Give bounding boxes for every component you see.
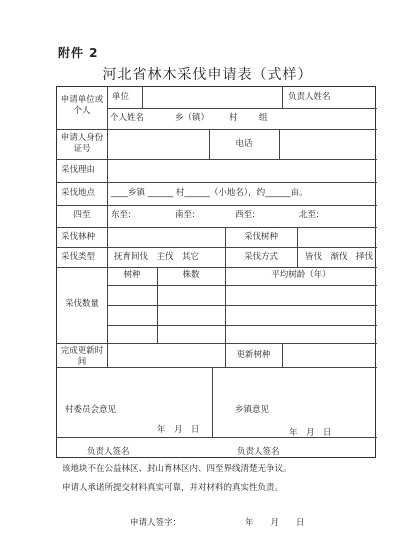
east-boundary[interactable]: 东至: xyxy=(111,210,131,220)
id-number-field[interactable] xyxy=(109,133,207,155)
renewal-time-field[interactable] xyxy=(109,346,223,365)
quantity-label: 采伐数量 xyxy=(64,299,99,309)
township-signature-label: 负责人签名 xyxy=(237,447,280,457)
declaration-note-1: 该地块不在公益林区、封山育林区内、四至界线清楚无争议。 xyxy=(62,464,292,474)
person-in-charge-label: 负责人姓名 xyxy=(288,92,331,102)
phone-label: 电话 xyxy=(235,139,253,149)
declaration-note-2: 申请人承诺所提交材料真实可靠，并对材料的真实性负责。 xyxy=(62,483,284,493)
village-date: 年 月 日 xyxy=(157,425,200,435)
north-boundary[interactable]: 北至: xyxy=(299,210,319,220)
form-title: 河北省林木采伐申请表（式样） xyxy=(102,67,313,83)
township-date: 年 月 日 xyxy=(289,428,332,438)
renewal-species-label: 更新树种 xyxy=(236,350,271,360)
location-content[interactable]: ____乡镇 ______ 村______（小地名），约______亩。 xyxy=(111,188,308,198)
applicant-signature-label: 申请人签字： xyxy=(130,518,182,528)
harvest-method-options[interactable]: 皆伐 渐伐 择伐 xyxy=(305,252,374,262)
south-boundary[interactable]: 南至: xyxy=(175,210,195,220)
attachment-label: 附件 2 xyxy=(58,46,99,60)
village-signature-label: 负责人签名 xyxy=(87,447,130,457)
count-column-header: 株数 xyxy=(182,270,200,280)
forest-type-label: 采伐林种 xyxy=(61,232,96,242)
harvest-type-options[interactable]: 抚育间伐 主伐 其它 xyxy=(114,252,200,262)
applicant-label: 申请单位或个人 xyxy=(60,95,104,116)
harvest-method-label: 采伐方式 xyxy=(243,252,278,262)
unit-field[interactable] xyxy=(143,91,281,106)
renewal-time-label: 完成更新时间 xyxy=(60,346,104,367)
renewal-species-field[interactable] xyxy=(284,346,375,365)
unit-label: 单位 xyxy=(112,92,130,102)
location-label: 采伐地点 xyxy=(61,188,96,198)
reason-field[interactable] xyxy=(109,162,375,180)
age-column-header: 平均树龄（年） xyxy=(271,270,331,280)
id-number-label: 申请人身份证号 xyxy=(60,133,104,154)
reason-label: 采伐理由 xyxy=(61,165,96,175)
phone-field[interactable] xyxy=(281,133,375,155)
tree-species-label: 采伐树种 xyxy=(243,232,278,242)
township-opinion-label: 乡镇意见 xyxy=(235,405,270,415)
village-opinion-label: 村委员会意见 xyxy=(65,405,117,415)
personal-name-label: 个人姓名 xyxy=(110,113,145,123)
boundaries-label: 四至 xyxy=(73,210,91,220)
township-label: 乡（镇） xyxy=(175,113,210,123)
west-boundary[interactable]: 西至: xyxy=(235,210,255,220)
signature-date: 年 月 日 xyxy=(245,518,305,528)
group-label: 组 xyxy=(259,113,268,123)
harvest-type-label: 采伐类型 xyxy=(61,252,96,262)
village-label: 村 xyxy=(229,113,238,123)
species-column-header: 树种 xyxy=(123,270,141,280)
application-form xyxy=(56,86,376,458)
